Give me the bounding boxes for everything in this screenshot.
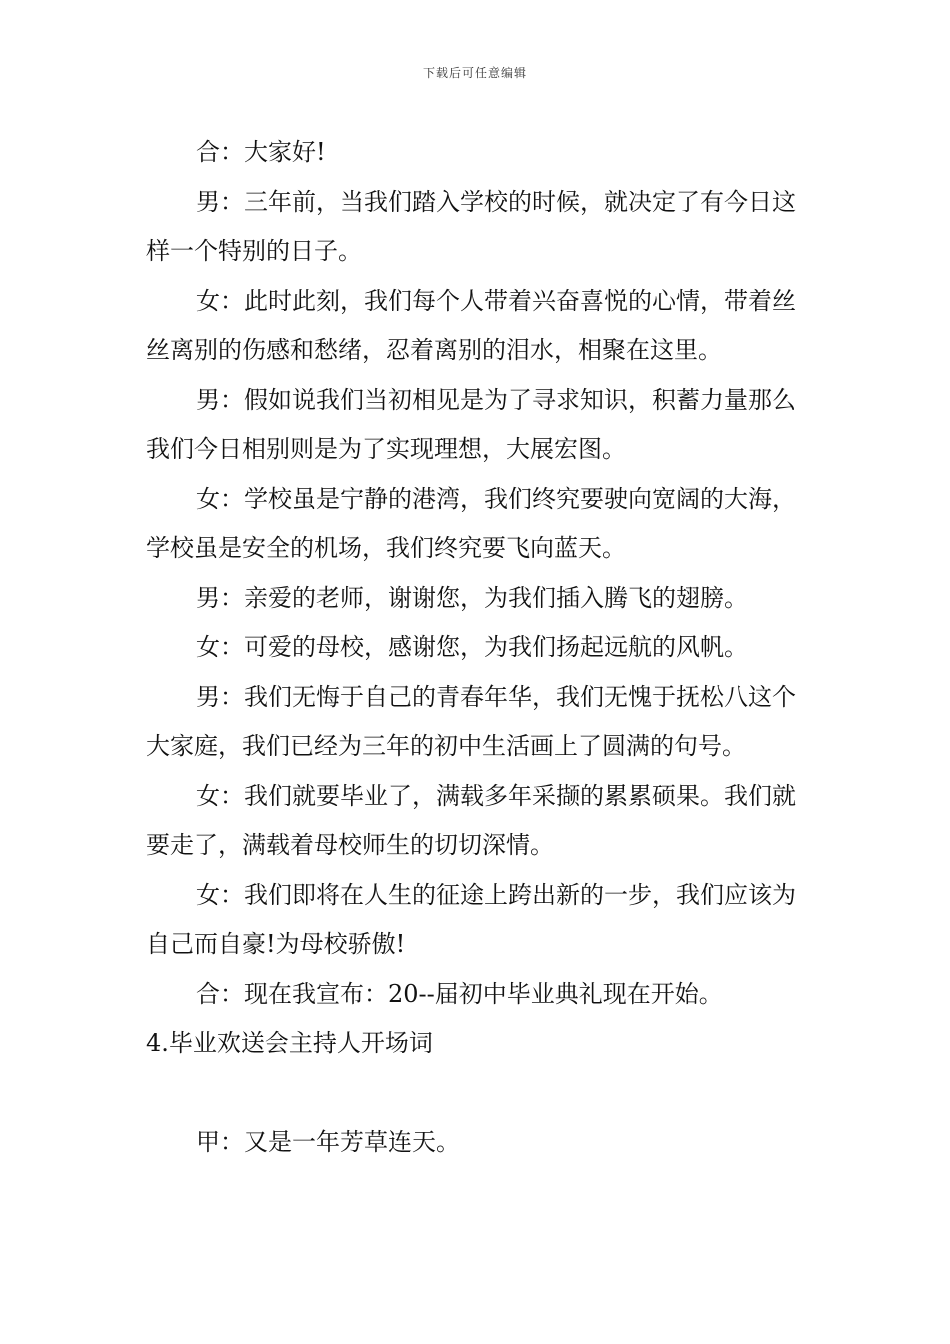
paragraph: 合：现在我宣布：20--届初中毕业典礼现在开始。 bbox=[196, 979, 723, 1008]
paragraph: 女：此时此刻，我们每个人带着兴奋喜悦的心情，带着丝丝离别的伤感和愁绪，忍着离别的泪水，相聚在这里。 bbox=[146, 286, 796, 364]
section-heading: 4.毕业欢送会主持人开场词 bbox=[146, 1029, 433, 1057]
paragraph: 女：学校虽是宁静的港湾，我们终究要驶向宽阔的大海，学校虽是安全的机场，我们终究要飞向蓝天。 bbox=[146, 484, 796, 562]
paragraph: 男：三年前，当我们踏入学校的时候，就决定了有今日这样一个特别的日子。 bbox=[146, 187, 796, 265]
paragraph: 男：假如说我们当初相见是为了寻求知识，积蓄力量那么我们今日相别则是为了实现理想，大展宏图。 bbox=[146, 385, 796, 463]
document-body bbox=[146, 128, 808, 1168]
blank-line bbox=[146, 1069, 808, 1119]
paragraph: 女：我们即将在人生的征途上跨出新的一步，我们应该为自己而自豪!为母校骄傲! bbox=[146, 880, 796, 958]
paragraph: 男：亲爱的老师，谢谢您，为我们插入腾飞的翅膀。 bbox=[196, 583, 748, 612]
paragraph: 女：我们就要毕业了，满载多年采撷的累累硕果。我们就要走了，满载着母校师生的切切深情。 bbox=[146, 781, 796, 859]
paragraph: 女：可爱的母校，感谢您，为我们扬起远航的风帆。 bbox=[196, 633, 748, 661]
page-header: 下载后可任意编辑 bbox=[422, 66, 527, 80]
paragraph: 合：大家好! bbox=[196, 138, 326, 166]
paragraph: 甲：又是一年芳草连天。 bbox=[196, 1128, 460, 1156]
paragraph: 男：我们无悔于自己的青春年华，我们无愧于抚松八这个大家庭，我们已经为三年的初中生活画上了圆满的句号。 bbox=[146, 682, 796, 760]
